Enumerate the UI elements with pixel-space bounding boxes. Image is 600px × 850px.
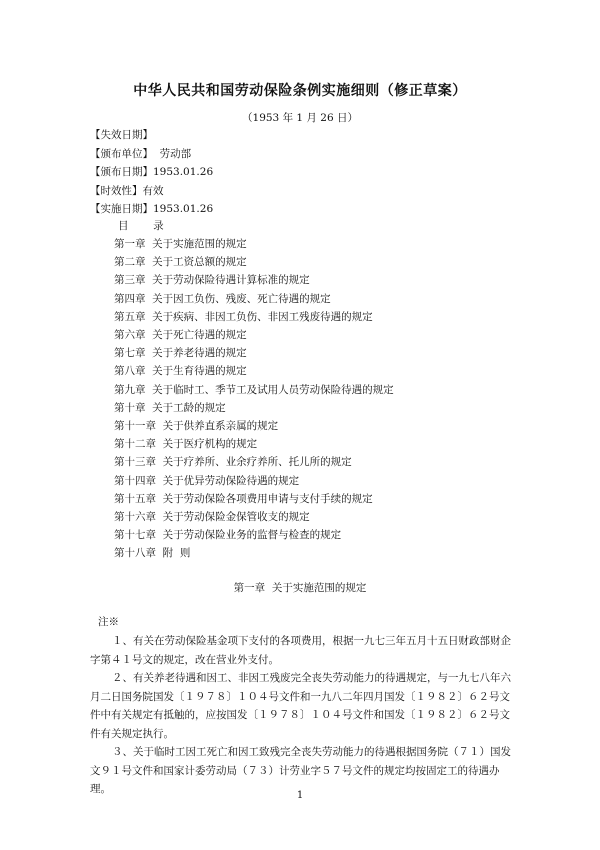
note-paragraph: ２、有关养老待遇和因工、非因工残废完全丧失劳动能力的待遇规定，与一九七八年六月二日国务院国发〔１９７８〕１０４号文件和一九八二年四月国发〔１９８２〕６２号文件中有关规定有抵触的，应按国发〔１９７８〕１０４号文件和国发〔１９８２〕６２号文件有关规定执行。 bbox=[90, 672, 511, 740]
meta-label: 【失效日期】 bbox=[90, 129, 153, 141]
meta-effective-date-row bbox=[90, 200, 213, 219]
meta-expiry-row bbox=[90, 126, 213, 145]
note-paragraph: ３、关于临时工因工死亡和因工致残完全丧失劳动能力的待遇根据国务院（７１）国发文９１号文件和国家计委劳动局（７３）计劳业字５７号文件的规定均按固定工的待遇办理。 bbox=[90, 746, 511, 795]
meta-label: 【实施日期】 bbox=[90, 203, 153, 215]
meta-issue-date-row bbox=[90, 163, 213, 182]
document-date: （1953 年 1 月 26 日） bbox=[242, 112, 358, 124]
meta-label: 【颁布单位】 bbox=[90, 147, 153, 160]
meta-value: 劳动部 bbox=[153, 147, 192, 160]
toc-item: 第十章 关于工龄的规定 bbox=[114, 401, 226, 414]
toc-item: 第三章 关于劳动保险待遇计算标准的规定 bbox=[114, 274, 310, 287]
metadata-block bbox=[90, 126, 213, 219]
toc-item: 第十一章 关于供养直系亲属的规定 bbox=[114, 420, 279, 433]
toc-item: 第七章 关于养老待遇的规定 bbox=[114, 347, 247, 360]
meta-value: 1953.01.26 bbox=[153, 166, 214, 178]
meta-issuer-row bbox=[90, 145, 213, 164]
toc-item: 第四章 关于因工负伤、残废、死亡待遇的规定 bbox=[114, 292, 331, 305]
meta-label: 【时效性】 bbox=[90, 184, 143, 197]
chapter-heading: 第一章 关于实施范围的规定 bbox=[233, 582, 367, 594]
toc-item: 第十七章 关于劳动保险业务的监督与检查的规定 bbox=[114, 529, 342, 542]
notes-body bbox=[90, 632, 520, 799]
toc-item: 第十六章 关于劳动保险金保管收支的规定 bbox=[114, 511, 310, 524]
toc-heading: 目 录 bbox=[118, 220, 170, 232]
meta-label: 【颁布日期】 bbox=[90, 166, 153, 178]
table-of-contents bbox=[114, 235, 394, 563]
toc-item: 第五章 关于疾病、非因工负伤、非因工残废待遇的规定 bbox=[114, 310, 373, 323]
page-number: 1 bbox=[296, 790, 304, 801]
toc-item: 第十八章 附 则 bbox=[114, 547, 191, 560]
document-title: 中华人民共和国劳动保险条例实施细则（修正草案） bbox=[133, 83, 467, 99]
toc-item: 第二章 关于工资总额的规定 bbox=[114, 256, 247, 269]
toc-item: 第十三章 关于疗养所、业余疗养所、托儿所的规定 bbox=[114, 456, 352, 469]
toc-item: 第十五章 关于劳动保险各项费用申请与支付手续的规定 bbox=[114, 492, 373, 505]
meta-validity-row bbox=[90, 182, 213, 201]
meta-value: 1953.01.26 bbox=[153, 203, 214, 215]
toc-item: 第十四章 关于优异劳动保险待遇的规定 bbox=[114, 474, 300, 487]
note-label: 注※ bbox=[98, 616, 119, 628]
toc-item: 第八章 关于生育待遇的规定 bbox=[114, 365, 247, 378]
toc-item: 第六章 关于死亡待遇的规定 bbox=[114, 329, 247, 342]
toc-item: 第十二章 关于医疗机构的规定 bbox=[114, 438, 258, 451]
toc-item: 第九章 关于临时工、季节工及试用人员劳动保险待遇的规定 bbox=[114, 383, 394, 396]
toc-item: 第一章 关于实施范围的规定 bbox=[114, 238, 247, 250]
note-paragraph: １、有关在劳动保险基金项下支付的各项费用，根据一九七三年五月十五日财政部财企字第４１号文的规定，改在营业外支付。 bbox=[90, 635, 511, 666]
meta-value: 有效 bbox=[142, 184, 164, 197]
